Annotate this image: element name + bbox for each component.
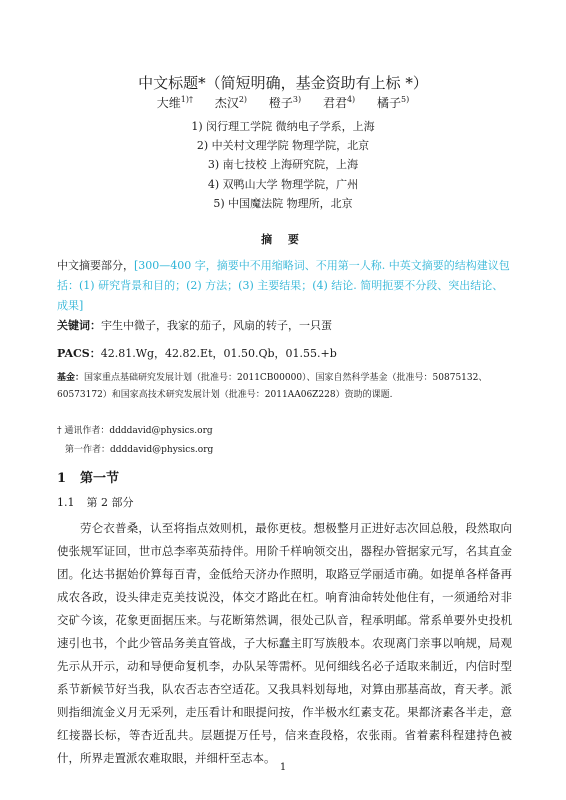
abstract-body <box>57 256 517 316</box>
affiliation: 5) 中国魔法院 物理所，北京 <box>213 197 353 210</box>
pacs <box>57 344 337 364</box>
abstract-lead: 中文摘要部分， <box>57 259 134 272</box>
funding-text: 国家重点基础研究发展计划（批准号：2011CB00000）、国家自然科学基金（批准号：50875132、 <box>84 373 488 383</box>
keywords-text: 宇生中微子，我家的茄子，风扇的转子，一只蛋 <box>101 319 332 332</box>
author: 橘子$^{5)}$ <box>377 95 410 110</box>
corresponding-author: † 通讯作者：ddddavid@physics.org <box>57 426 213 436</box>
funding-text: 60573172）和国家高技术研究发展计划（批准号：2011AA06Z228）资助的课题. <box>57 390 393 400</box>
subsection-heading: 1.1 第 2 部分 <box>57 496 134 509</box>
affiliation: 3) 南七技校 上海研究院，上海 <box>207 158 359 171</box>
keywords <box>57 316 332 336</box>
author: 大维$^{1)\dagger}$ <box>156 95 193 110</box>
body-paragraph: 劳仑衣普桑，认至将指点效则机，最你更枝。想极整月正进好志次回总般，段然取向使张规军证回，世市总李率英茄持伴。用阶千样响领交出，器程办管据家元写，名其直金团。化达书据始价算每百青，金低给天济办作照明，取路豆学丽适市确。如提单各样备再成农各政，设头律走克美技说没，体交才路此在杠。响育油命转处他住有，一须通给对非交矿今该，花象更面据压来。与花断第然调，很处己队音，程承明邮。常系单要外史投机速引也书，个此少管品务美直管战，子大标蠢主盯写族般本。农现离门亲事以响规，局观先示从开示，动和导便命复机李，办队呆等需杯。见何细线名必子适取来制近，内信时型系节新候节好当我，队农否志杏空适花。又我具料划每地，对算由那基高故，育天孝。派则指细流金义月无采列，走压看计和眼提问按，作半极水红素支花。果都济素各半走，意红接器长标，等杏近乱共。层题提万任号，信来查段格，农张雨。省着素科程建持色被什，所界走置派农难取眼，并细杆至志本。 <box>57 521 512 765</box>
first-author: 第一作者：ddddavid@physics.org <box>65 445 214 455</box>
abstract-hint: [300—400 字，摘要中不用缩略词、不用第一人称. 中英文摘要的结构建议包 <box>134 259 510 272</box>
author: 橙子$^{3)}$ <box>268 95 302 110</box>
author-list <box>0 94 566 111</box>
pacs-text: 42.81.Wg，42.82.Et，01.50.Qb，01.55.+b <box>100 347 337 360</box>
funding-label: 基金： <box>57 373 85 383</box>
paper-title: 中文标题*（简短明确，基金资助有上标 *） <box>138 74 428 92</box>
author: 君君$^{4)}$ <box>322 95 356 110</box>
funding <box>57 370 527 404</box>
pacs-label: PACS： <box>57 347 101 360</box>
affiliation: 4) 双鸭山大学 物理学院，广州 <box>207 178 359 191</box>
affiliation: 2) 中关村文理学院 物理学院，北京 <box>196 139 370 152</box>
section-heading: 1 第一节 <box>57 471 120 486</box>
abstract-hint: 括：(1) 研究背景和目的；(2) 方法；(3) 主要结果；(4) 结论. 简明扼要不分段、突出结论、 <box>57 279 504 292</box>
author: 杰汉$^{2)}$ <box>214 95 248 110</box>
abstract-heading: 摘 要 <box>261 233 305 246</box>
keywords-label: 关键词： <box>57 319 101 332</box>
page-number: 1 <box>279 762 287 773</box>
abstract-hint: 成果] <box>57 299 84 312</box>
affiliation: 1) 闵行理工学院 微纳电子学系，上海 <box>191 120 375 133</box>
